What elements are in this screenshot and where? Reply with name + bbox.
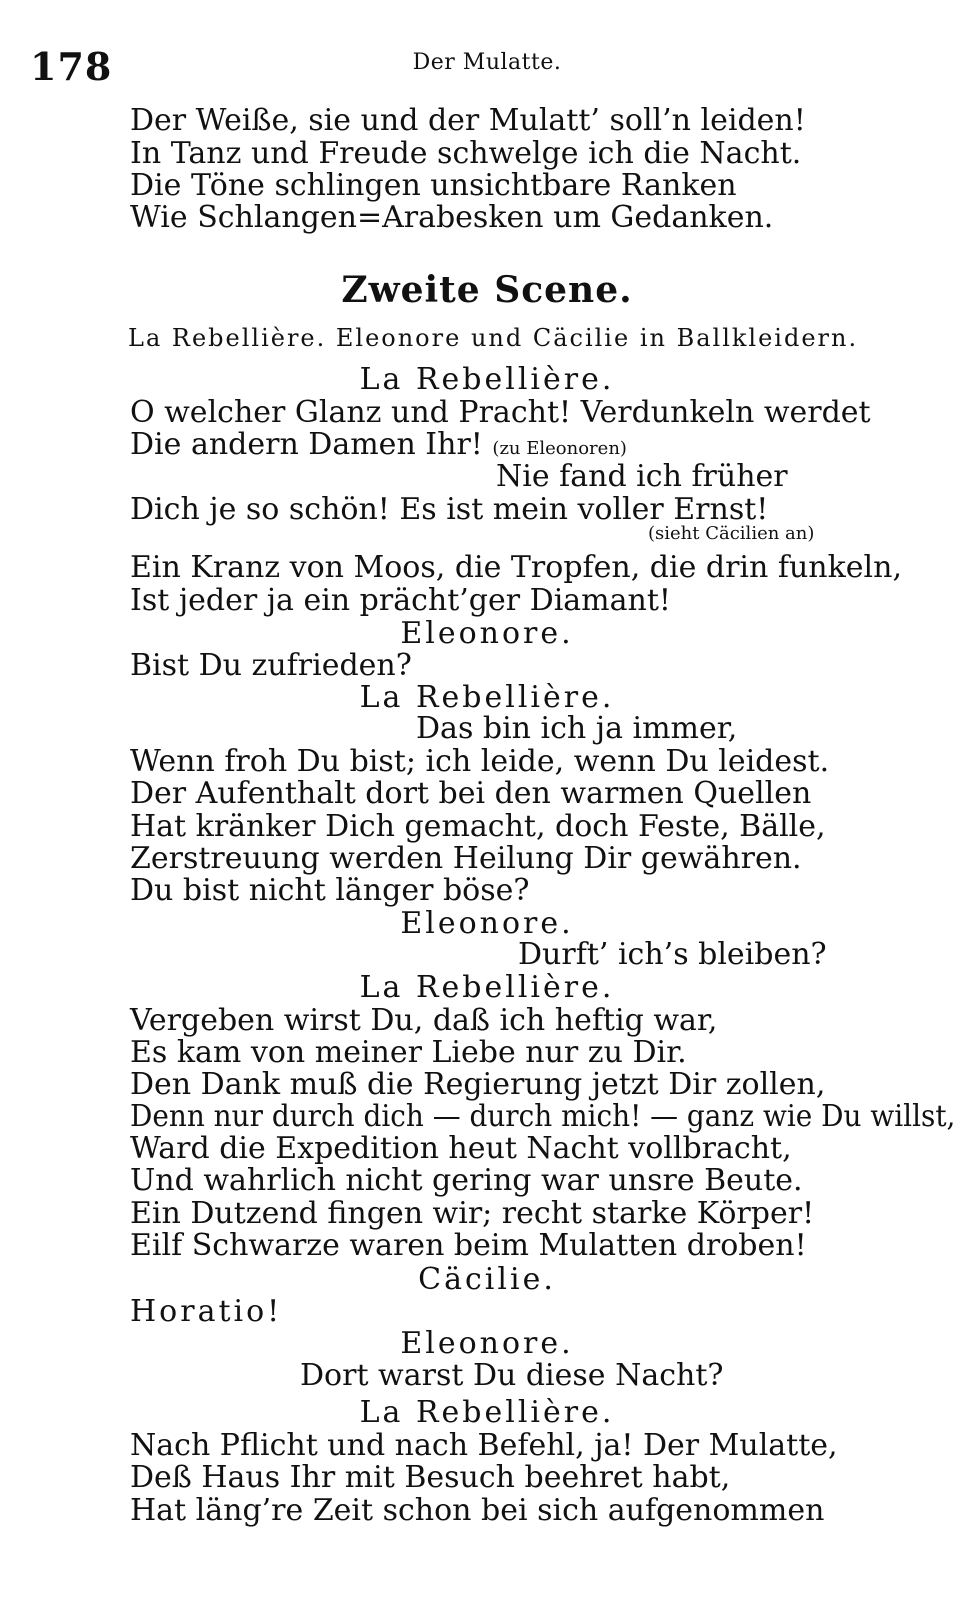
verse-line: Das bin ich ja immer, bbox=[416, 711, 738, 746]
speaker-name: La Rebellière. bbox=[359, 680, 615, 715]
speaker-name: La Rebellière. bbox=[359, 1395, 615, 1430]
stage-aside: (sieht Cäcilien an) bbox=[648, 523, 815, 544]
verse-line: Der Aufenthalt dort bei den warmen Quellen bbox=[130, 776, 812, 811]
verse-line: Horatio! bbox=[130, 1294, 283, 1329]
page-number: 178 bbox=[30, 44, 113, 89]
verse-line: Die Töne schlingen unsichtbare Ranken bbox=[130, 168, 737, 203]
verse-line: Wenn froh Du bist; ich leide, wenn Du leidest. bbox=[130, 744, 830, 779]
verse-line: Und wahrlich nicht gering war unsre Beute. bbox=[130, 1163, 803, 1198]
verse-line: In Tanz und Freude schwelge ich die Nacht. bbox=[130, 136, 802, 171]
verse-text: Die andern Damen Ihr! bbox=[130, 427, 483, 462]
verse-line: Hat läng’re Zeit schon bei sich aufgenommen bbox=[130, 1493, 825, 1528]
speaker-name: La Rebellière. bbox=[359, 362, 615, 397]
verse-line: Du bist nicht länger böse? bbox=[130, 873, 530, 908]
verse-line: Denn nur durch dich — durch mich! — ganz wie Du willst, bbox=[130, 1099, 956, 1134]
verse-line: Hat kränker Dich gemacht, doch Feste, Bälle, bbox=[130, 809, 826, 844]
verse-line: Den Dank muß die Regierung jetzt Dir zollen, bbox=[130, 1067, 826, 1102]
speaker-name: Cäcilie. bbox=[418, 1262, 556, 1297]
verse-line: Dich je so schön! Es ist mein voller Ernst! bbox=[130, 492, 769, 527]
verse-line: Eilf Schwarze waren beim Mulatten droben! bbox=[130, 1228, 807, 1263]
speaker-name: Eleonore. bbox=[400, 616, 574, 651]
verse-line: Dort warst Du diese Nacht? bbox=[300, 1358, 724, 1393]
speaker-name: La Rebellière. bbox=[359, 970, 615, 1005]
stage-aside: (zu Eleonoren) bbox=[492, 438, 627, 459]
scene-title: Zweite Scene. bbox=[341, 269, 633, 311]
verse-line: Zerstreuung werden Heilung Dir gewähren. bbox=[130, 841, 802, 876]
verse-line: O welcher Glanz und Pracht! Verdunkeln werdet bbox=[130, 395, 871, 430]
stage-direction: La Rebellière. Eleonore und Cäcilie in Ballkleidern. bbox=[128, 324, 859, 352]
verse-line: Durft’ ich’s bleiben? bbox=[518, 937, 827, 972]
running-title: Der Mulatte. bbox=[412, 50, 562, 75]
verse-line: Ein Dutzend fingen wir; recht starke Körper! bbox=[130, 1196, 815, 1231]
verse-line: Bist Du zufrieden? bbox=[130, 648, 412, 683]
speaker-name: Eleonore. bbox=[400, 1326, 574, 1361]
verse-line: Ward die Expedition heut Nacht vollbracht, bbox=[130, 1131, 792, 1166]
verse-line: Wie Schlangen=Arabesken um Gedanken. bbox=[130, 200, 774, 235]
verse-line: Deß Haus Ihr mit Besuch beehret habt, bbox=[130, 1460, 731, 1495]
verse-line: Es kam von meiner Liebe nur zu Dir. bbox=[130, 1035, 687, 1070]
verse-line: Der Weiße, sie und der Mulatt’ soll’n leiden! bbox=[130, 103, 806, 138]
verse-line: Nie fand ich früher bbox=[496, 459, 788, 494]
speaker-name: Eleonore. bbox=[400, 906, 574, 941]
verse-line: Ein Kranz von Moos, die Tropfen, die drin funkeln, bbox=[130, 550, 903, 585]
verse-line bbox=[130, 427, 627, 462]
verse-line: Ist jeder ja ein prächt’ger Diamant! bbox=[130, 583, 671, 618]
verse-line: Vergeben wirst Du, daß ich heftig war, bbox=[130, 1003, 718, 1038]
verse-line: Nach Pflicht und nach Befehl, ja! Der Mulatte, bbox=[130, 1428, 838, 1463]
